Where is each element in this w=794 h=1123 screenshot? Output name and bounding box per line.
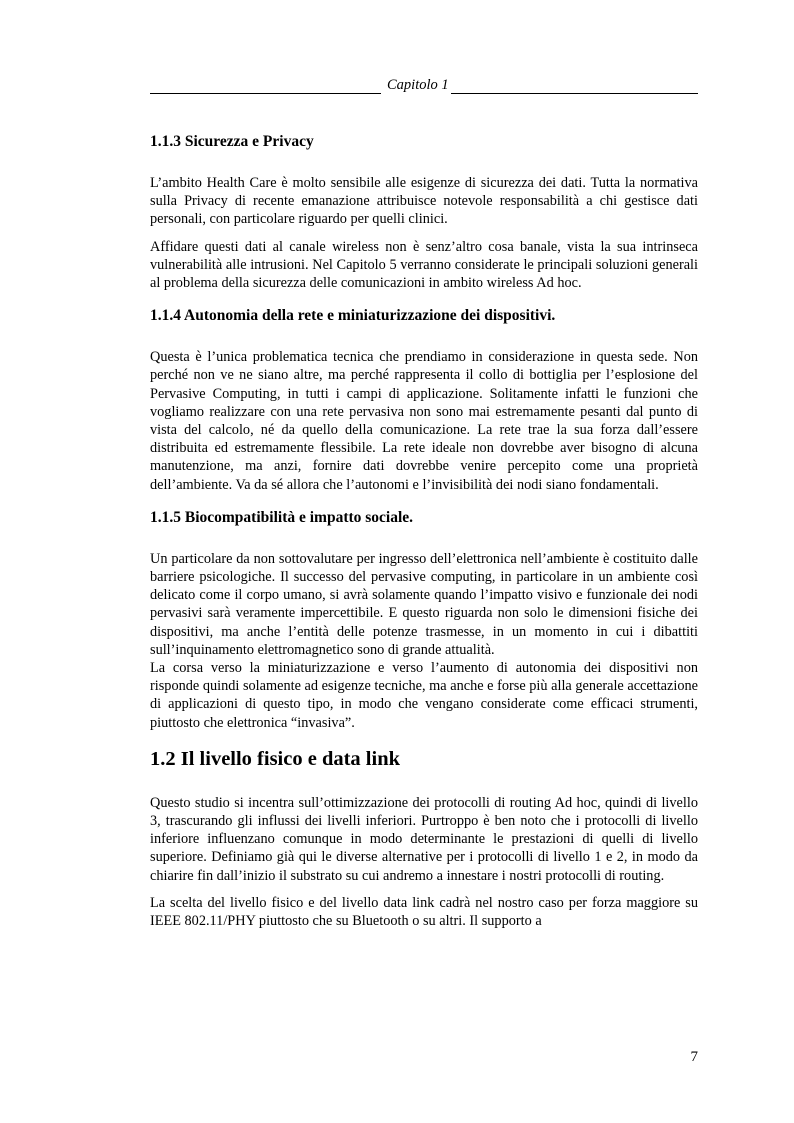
chapter-label: Capitolo 1 bbox=[387, 77, 449, 93]
running-header bbox=[150, 76, 698, 94]
paragraph: Un particolare da non sottovalutare per ingresso dell’elettronica nell’ambiente è costituito dalle barriere psicologiche. Il successo del pervasive computing, in particolare in un ambiente così delicato come il corpo umano, si avrà solamente quando l’impatto visivo e funzionale dei nodi pervasivi sarà veramente impercettibile. E questo riguarda non solo le dimensioni fisiche dei dispositivi, ma anche l’entità delle potenze trasmesse, in un momento in cui i dibattiti sull’inquinamento elettromagnetico sono di grande attualità. bbox=[150, 550, 698, 658]
header-rule-right bbox=[451, 79, 698, 94]
section-heading-1-1-5: 1.1.5 Biocompatibilità e impatto sociale. bbox=[150, 508, 414, 526]
header-rule-left bbox=[150, 79, 381, 94]
paragraph: Questa è l’unica problematica tecnica che prendiamo in considerazione in questa sede. Non perché non ve ne siano altre, ma perché rappresenta il collo di bottiglia per l’esplosione del Pervasive Computing, in tutti i campi di applicazione. Solitamente infatti le funzioni che vogliamo realizzare con una rete pervasiva non sono mai estremamente pesanti dal punto di vista del calcolo, né da quello della comunicazione. La rete trae la sua forza dall’essere distribuita ed estremamente flessibile. La rete ideale non dovrebbe aver bisogno di alcuna manutenzione, ma anzi, fornire dati dovrebbe venire percepito come una proprietà dell’ambiente. Va da sé allora che l’autonomi e l’invisibilità dei nodi siano fondamentali. bbox=[150, 349, 698, 493]
page-number: 7 bbox=[690, 1049, 698, 1065]
paragraph: L’ambito Health Care è molto sensibile alle esigenze di sicurezza dei dati. Tutta la normativa sulla Privacy di recente emanazione attribuisce notevole responsabilità a chi gestisce dati personali, con particolare riguardo per quelli clinici. bbox=[150, 175, 698, 228]
section-heading-1-1-3: 1.1.3 Sicurezza e Privacy bbox=[150, 133, 314, 150]
paragraph: La corsa verso la miniaturizzazione e verso l’aumento di autonomia dei dispositivi non risponde quindi solamente ad esigenze tecniche, ma anche e forse più alla generale accettazione di applicazioni di questo tipo, in modo che vengano considerate come efficaci strumenti, piuttosto che elettronica “invasiva”. bbox=[150, 660, 698, 731]
paragraph: Affidare questi dati al canale wireless non è senz’altro cosa banale, vista la sua intrinseca vulnerabilità alle intrusioni. Nel Capitolo 5 verranno considerate le principali soluzioni generali al problema della sicurezza delle comunicazioni in ambito wireless Ad hoc. bbox=[150, 238, 698, 292]
paragraph: Questo studio si incentra sull’ottimizzazione dei protocolli di routing Ad hoc, quindi di livello 3, trascurando gli influssi dei livelli inferiori. Purtroppo è ben noto che i protocolli di livello inferiore influenzano comunque in modo determinante le prestazioni di quelli di livello superiore. Definiamo già qui le diverse alternative per i protocolli di livello 1 e 2, in modo da chiarire fin dall’inizio il substrato su cui andremo a innestare i nostri protocolli di routing. bbox=[150, 794, 698, 884]
section-heading-1-2: 1.2 Il livello fisico e data link bbox=[150, 747, 400, 770]
page-content bbox=[150, 132, 698, 930]
paragraph: La scelta del livello fisico e del livello data link cadrà nel nostro caso per forza maggiore su IEEE 802.11/PHY piuttosto che su Bluetooth o su altri. Il supporto a bbox=[150, 894, 698, 930]
section-heading-1-1-4: 1.1.4 Autonomia della rete e miniaturizzazione dei dispositivi. bbox=[150, 307, 556, 325]
document-page bbox=[150, 0, 698, 1123]
